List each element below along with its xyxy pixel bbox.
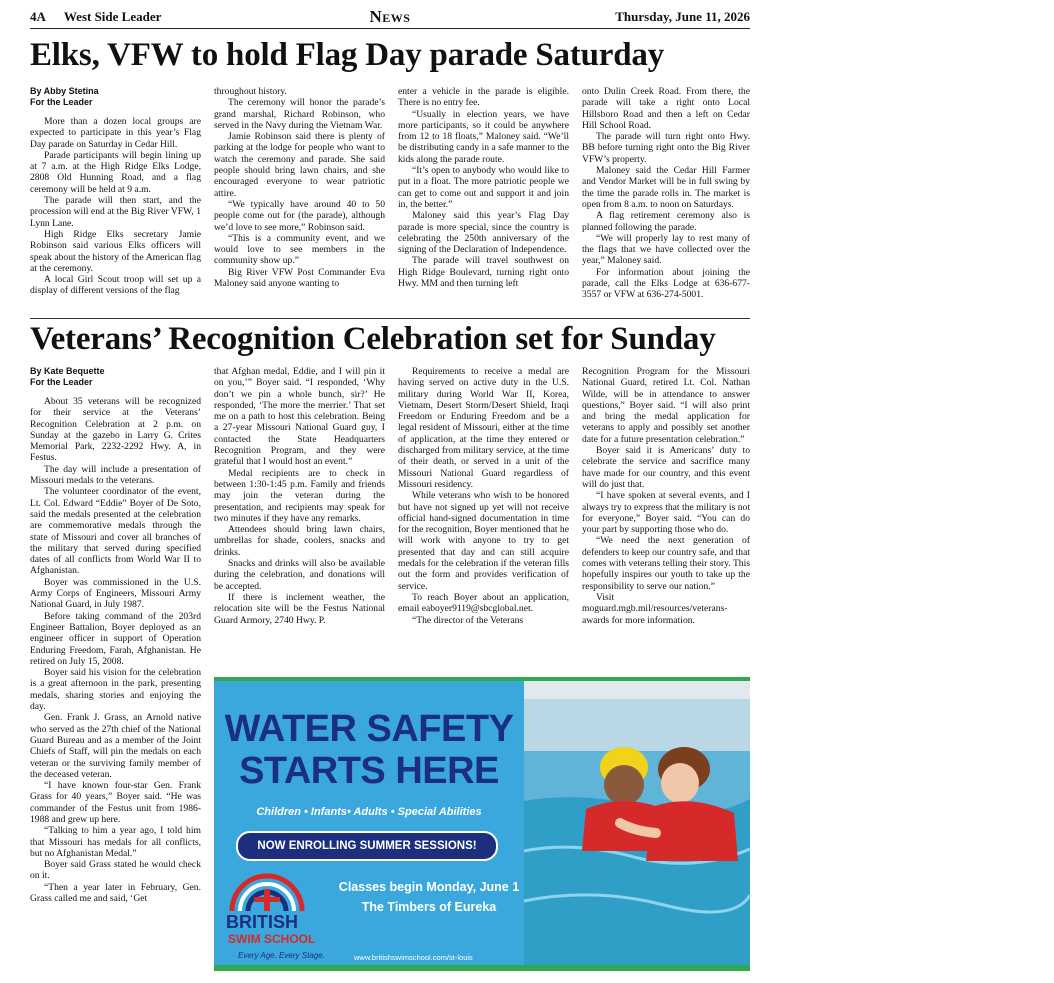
paragraph: “This is a community event, and we would love to see members in the community show up.” — [214, 232, 385, 267]
paragraph: The day will include a presentation of Missouri medals to the veterans. — [30, 463, 201, 487]
paragraph: “I have known four-star Gen. Frank Grass for 40 years,” Boyer said. “He was commander of the Festus unit from 1986-1988 and grew up here. — [30, 780, 201, 825]
article1-headline: Elks, VFW to hold Flag Day parade Saturday — [30, 37, 664, 73]
paragraph: Requirements to receive a medal are having served on active duty in the U.S. military during World War II, Korea, Vietnam, Desert Storm/Desert Shield, Iraqi Freedom or Enduring Freedom and be a legal resident of Missouri, either at the time of application, at the time they entered or discharged from military service, at the time of their death, or served in a unit of the Missouri National Guard regardless of Missouri residency. — [398, 366, 569, 490]
paragraph: To reach Boyer about an application, email eaboyer9119@sbcglobal.net. — [398, 591, 569, 615]
ad-subtitle: Children • Infants• Adults • Special Abilities — [256, 806, 482, 818]
paragraph: “We need the next generation of defenders to keep our country safe, and that comes with veterans telling their story. This hopefully inspires our youth to take up the responsibility to serve our nation.” — [582, 535, 750, 592]
article-divider — [30, 318, 750, 319]
paragraph: “It’s open to anybody who would like to put in a float. The more patriotic people we can get to come out and support it and join in, the better.” — [398, 165, 569, 210]
swim-lesson-photo — [524, 681, 1041, 965]
article2-column-4 — [582, 366, 750, 666]
paragraph: While veterans who wish to be honored but have not signed up yet will not receive official hand-signed documentation in time for the recognition, Boyer mentioned that he will work with anyone to try to get presented that day and can still acquire medals for the celebration if the veteran fills out the form and provides verification of service. — [398, 490, 569, 592]
paragraph: “We typically have around 40 to 50 people come out for (the parade), although we’d love to see more,” Robinson said. — [214, 198, 385, 233]
paragraph: “Talking to him a year ago, I told him that Missouri has medals for all conflicts, but no Afghanistan Medal.” — [30, 825, 201, 859]
pool-scene-image — [524, 681, 750, 965]
brand-name: BRITISH — [226, 912, 298, 932]
ad-text-panel — [214, 681, 524, 965]
paragraph: Boyer said Grass stated he would check on it. — [30, 859, 201, 882]
byline-org: For the Leader — [30, 97, 93, 107]
paragraph: throughout history. — [214, 86, 287, 97]
paragraph: Maloney said this year’s Flag Day parade is more special, since the country is celebrating the 250th anniversary of the signing of the Declaration of Independence. — [398, 210, 569, 256]
article1-column-3 — [398, 86, 569, 318]
page-number: 4A — [30, 9, 46, 24]
paragraph: About 35 veterans will be recognized for their service at the Veterans’ Recognition Celebration at 2 p.m. on Sunday at the gazebo in Larry G. Crites Memorial Park, 2232-2292 Hwy. A, in Festus. — [30, 396, 201, 464]
paragraph: The parade will travel southwest on High Ridge Boulevard, turning right onto Hwy. MM and then turning left — [398, 255, 569, 290]
paragraph: Jamie Robinson said there is plenty of parking at the lodge for people who want to watch the ceremony and parade. She said people should bring lawn chairs, and she encouraged everyone to wear patriotic attire. — [214, 131, 385, 199]
brand-swim-school: SWIM SCHOOL — [228, 932, 316, 946]
paragraph: “Then a year later in February, Gen. Grass called me and said, ‘Get — [30, 881, 201, 905]
paragraph: enter a vehicle in the parade is eligible. There is no entry fee. — [398, 86, 569, 109]
paragraph: onto Dulin Creek Road. From there, the parade will take a right onto Local Hillsboro Road and then a left on Cedar Hill School Road. — [582, 86, 750, 131]
enroll-button[interactable]: NOW ENROLLING SUMMER SESSIONS! — [236, 831, 498, 861]
paragraph: “Usually in election years, we have more participants, so it could be anywhere from 12 to 18 floats,” Maloney said. “We’ll be distributing candy in a safe manner to the kids along the parade route. — [398, 108, 569, 165]
article2-column-2 — [214, 366, 385, 666]
paragraph: Visit moguard.mgb.mil/resources/veterans-awards for more information. — [582, 591, 728, 626]
paragraph: Attendees should bring lawn chairs, umbrellas for shade, coolers, snacks and drinks. — [214, 524, 385, 558]
paragraph: For information about joining the parade, call the Elks Lodge at 636-677-3557 or VFW at 636-274-5001. — [582, 266, 750, 301]
paragraph: Boyer said it is Americans’ duty to celebrate the service and sacrifice many have made for our country, and this event will do just that. — [582, 445, 750, 490]
paragraph: If there is inclement weather, the relocation site will be the Festus National Guard Armory, 2740 Hwy. P. — [214, 591, 385, 626]
article2-column-3 — [398, 366, 569, 666]
paragraph: The parade will then start, and the procession will end at the Big River VFW, 1 Lynn Lane. — [30, 195, 201, 229]
timbers-of-eureka: OF EUREKA — [963, 950, 1025, 959]
page-header — [30, 6, 750, 29]
ad-title-line1: WATER SAFETY — [224, 708, 514, 750]
paragraph: Medal recipients are to check in between 1:30-1:45 p.m. Family and friends may join the veteran during the presentation, and recipients may speak for two minutes if they have any remarks. — [214, 467, 385, 524]
ad-classes-info — [314, 877, 544, 917]
byline-name: By Abby Stetina — [30, 86, 99, 96]
tree-icon: ✿ — [944, 912, 956, 927]
paragraph: The ceremony will honor the parade’s grand marshal, Richard Robinson, who served in the Navy during the Vietnam War. — [214, 97, 385, 131]
article1-column-2 — [214, 86, 385, 318]
byline-name: By Kate Bequette — [30, 366, 105, 376]
paragraph: Boyer was commissioned in the U.S. Army Corps of Engineers, Missouri Army National Guard, in July 1987. — [30, 576, 201, 611]
byline-org: For the Leader — [30, 377, 93, 387]
swim-school-advertisement[interactable] — [214, 677, 1041, 971]
british-swim-school-logo-icon — [228, 875, 306, 913]
paragraph: Gen. Frank J. Grass, an Arnold native who served as the 27th chief of the National Guard Bureau and as a member of the Joint Chiefs of Staff, will pin the medals on each veteran or the surviving family member of the deceased veteran. — [30, 712, 201, 780]
paragraph: that Afghan medal, Eddie, and I will pin it on you,’” Boyer said. “I responded, ‘Why don’t we pin a whole bunch, sir?’ He responded, ‘The more the merrier.’ That set me on a path to host this celebration. Being a 27-year Missouri National Guard guy, I contacted the State Headquarters Recognition Program, and they were grateful that I would host an event.” — [214, 366, 385, 468]
paragraph: “The director of the Veterans — [412, 614, 524, 626]
timbers-the: THE — [981, 919, 1007, 930]
brand-tagline: Every Age. Every Stage. — [238, 951, 325, 960]
paper-name: West Side Leader — [63, 9, 162, 24]
ad-url-link[interactable]: www.britishswimschool.com/st-louis — [354, 953, 473, 962]
article2-headline: Veterans’ Recognition Celebration set for Sunday — [30, 321, 716, 357]
timbers-name: TIMBERS — [947, 929, 1041, 951]
paragraph: A flag retirement ceremony also is planned following the parade. — [582, 210, 750, 233]
paragraph: The parade will turn right onto Hwy. BB before turning right onto the Big River VFW’s property. — [582, 131, 750, 165]
section-name: News — [369, 7, 411, 26]
ad-title-line2: STARTS HERE — [239, 750, 499, 792]
paragraph: More than a dozen local groups are expected to participate in this year’s Flag Day parade on Saturday in Cedar Hill. — [30, 116, 201, 150]
paragraph: Parade participants will begin lining up at 7 a.m. at the High Ridge Elks Lodge, 2808 Old Hunning Road, and a flag ceremony will be held at 9 a.m. — [30, 149, 201, 195]
paragraph: Snacks and drinks will also be available during the celebration, and donations will be accepted. — [214, 558, 385, 592]
article1-column-4 — [582, 86, 750, 318]
paragraph: High Ridge Elks secretary Jamie Robinson said various Elks officers will speak about the history of the American flag at the ceremony. — [30, 228, 201, 274]
classes-location: The Timbers of Eureka — [361, 900, 497, 914]
article2-byline — [30, 366, 201, 388]
paragraph: Boyer said his vision for the celebration is a great afternoon in the park, presenting medals, sharing stories and enjoying the day. — [30, 667, 201, 713]
paragraph: The volunteer coordinator of the event, Lt. Col. Edward “Eddie” Boyer of De Soto, said the medals presented at the celebration are commemorative medals through the state of Missouri and cover all branches of the military that served during specified dates of all conflicts from World War II to Afghanistan. — [30, 486, 201, 577]
classes-date: Classes begin Monday, June 1 — [338, 880, 520, 894]
paragraph: Big River VFW Post Commander Eva Maloney said anyone wanting to — [214, 266, 385, 290]
article1-column-1 — [30, 86, 201, 318]
paragraph: Before taking command of the 203rd Engineer Battalion, Boyer deployed as an engineer officer in support of Operation Enduring Freedom, Farah, Afghanistan. He retired on July 15, 2008. — [30, 610, 201, 667]
paragraph: “I have spoken at several events, and I always try to express that the military is not for everyone,” Boyer said. “You can do your part by supporting those who do. — [582, 490, 750, 536]
issue-date: Thursday, June 11, 2026 — [615, 9, 750, 24]
paragraph: “We will properly lay to rest many of the flags that we have collected over the year,” Maloney said. — [582, 232, 750, 267]
article1-byline — [30, 86, 201, 108]
article2-column-1 — [30, 366, 201, 974]
paragraph: A local Girl Scout troop will set up a display of different versions of the flag — [30, 274, 201, 297]
paragraph: Recognition Program for the Missouri National Guard, retired Lt. Col. Nathan Wilde, will be in attendance to answer questions,” Boyer said. “I will also print and bring the medal application for veterans to apply and possibly set another date for a future presentation celebration.” — [582, 366, 750, 445]
paragraph: Maloney said the Cedar Hill Farmer and Vendor Market will be in full swing by the time the parade rolls in. The market is open from 8 a.m. to noon on Saturdays. — [582, 165, 750, 210]
